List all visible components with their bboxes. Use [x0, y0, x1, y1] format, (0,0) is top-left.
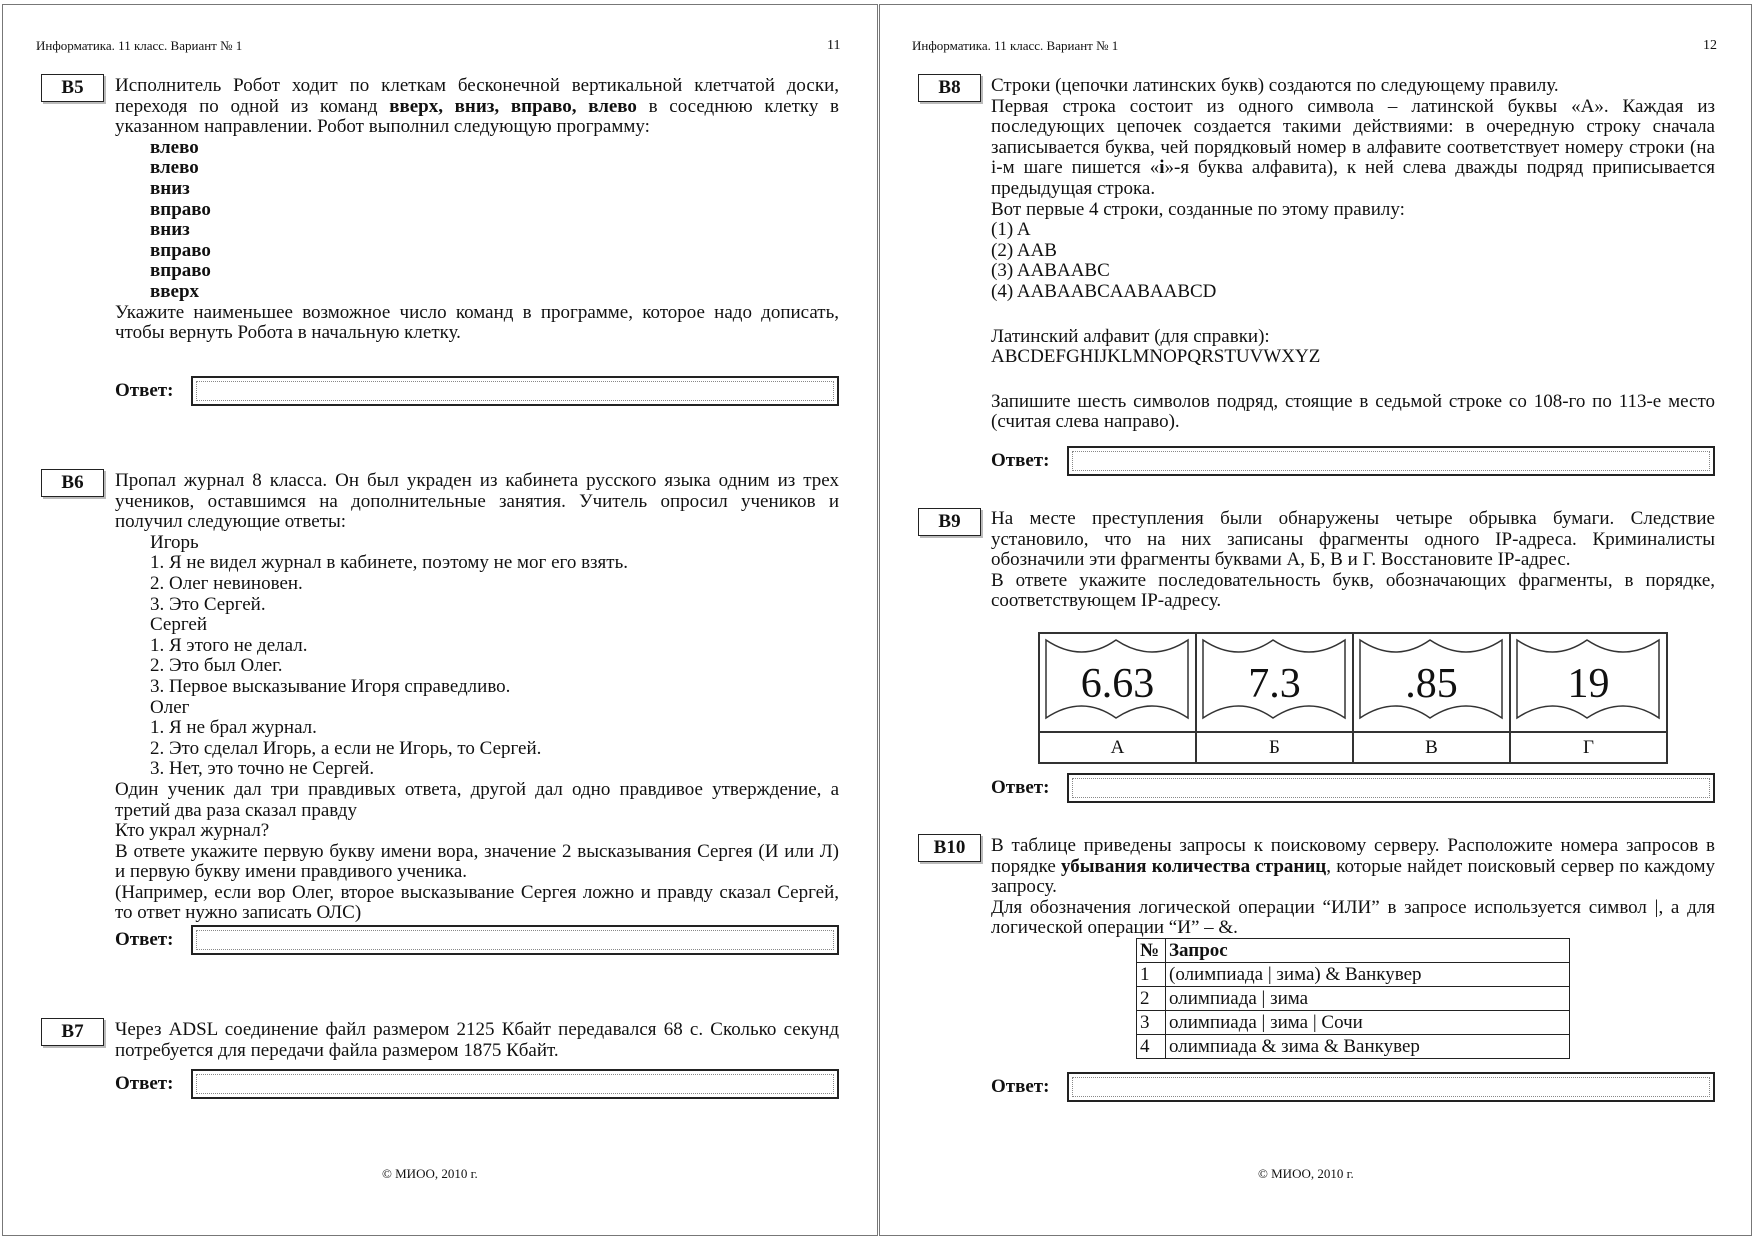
fragment-value: 19 [1567, 661, 1610, 707]
b5-question: Укажите наименьшее возможное число команд в программе, которое надо дописать, чтобы вернуть Робота в начальную клетку. [115, 301, 839, 344]
program-line: вниз [150, 177, 190, 199]
answer-row-b7 [115, 1069, 839, 1099]
fragment-value: .85 [1405, 661, 1458, 707]
b6-text: Кто украл журнал? [115, 820, 270, 842]
statement: 1. Я этого не делал. [150, 634, 308, 656]
statement: Игорь [150, 531, 199, 553]
ip-fragments-table [1038, 632, 1668, 764]
answer-label: Ответ: [991, 450, 1050, 471]
fragment-g [1510, 633, 1667, 732]
b5-text: Исполнитель Робот ходит по клеткам бесконечной вертикальной клетчатой доски, переходя по одной из команд [115, 75, 839, 117]
b8-text: Первая строка состоит из одного символа – латинской буквы «А». Каждая из последующих цепочек создается такими действиями: в очередную строку сначала записывается буква, чей порядковый номер в алфавите соответствует номеру строки (на i-м шаге пишется « [991, 95, 1715, 179]
fragment-letter: Б [1196, 732, 1353, 763]
answer-row-b5 [115, 376, 839, 406]
b8-text: Вот первые 4 строки, созданные по этому правилу: [991, 198, 1405, 220]
statement: Сергей [150, 614, 207, 636]
fragment-letter: Г [1510, 732, 1667, 763]
program-line: вниз [150, 219, 190, 241]
fragment-letter: В [1353, 732, 1510, 763]
answer-row-b9 [991, 773, 1715, 803]
answer-label: Ответ: [115, 1073, 174, 1094]
fragment-v [1353, 633, 1510, 732]
fragment-value: 7.3 [1248, 661, 1301, 707]
answer-row-b10 [991, 1072, 1715, 1102]
task-label-b5: B5 [41, 74, 104, 102]
b6-intro: Пропал журнал 8 класса. Он был украден из кабинета русского языка одним из трех учеников, оставшимся на дополнительные занятия. Учитель опросил учеников и получил следующие ответы: [115, 470, 839, 533]
b7-text: Через ADSL соединение файл размером 2125 Кбайт передавался 68 с. Сколько секунд потребуется для передачи файла размером 1875 Кбайт. [115, 1019, 839, 1061]
fragment-letter: А [1039, 732, 1196, 763]
b10-text: , которые найдет поисковый сервер по каждому запросу. [991, 855, 1715, 898]
program-line: вправо [150, 260, 211, 282]
task-b5 [115, 76, 839, 344]
answer-input-b6[interactable] [191, 925, 839, 955]
answer-input-b5[interactable] [191, 376, 839, 406]
cell-number: 3 [1137, 1011, 1166, 1035]
fragment-value: 6.63 [1080, 661, 1155, 707]
cell-query: олимпиада | зима [1166, 987, 1570, 1011]
task-b6 [115, 471, 839, 924]
statement: 1. Я не брал журнал. [150, 717, 317, 739]
table-row [1137, 963, 1570, 987]
program-line: вправо [150, 239, 211, 261]
task-label-b10: B10 [918, 834, 981, 862]
program-line: влево [150, 157, 199, 179]
b5-program [115, 138, 839, 303]
answer-input-b10[interactable] [1067, 1072, 1715, 1102]
page-footer: © МИОО, 2010 г. [382, 1166, 478, 1181]
page-header: Информатика. 11 класс. Вариант № 1 [36, 38, 243, 53]
answer-label: Ответ: [115, 929, 174, 950]
b8-text: Строки (цепочки латинских букв) создаются по следующему правилу. [991, 75, 1559, 96]
b6-text: Один ученик дал три правдивых ответа, другой дал одно правдивое утверждение, а третий два раза сказал правду [115, 778, 839, 821]
task-label-b6: B6 [41, 469, 104, 497]
statement: 3. Это Сергей. [150, 593, 266, 615]
program-line: вправо [150, 198, 211, 220]
b5-commands: вверх, вниз, вправо, влево [389, 95, 637, 117]
statement: 3. Нет, это точно не Сергей. [150, 758, 375, 780]
b10-text: Для обозначения логической операции “ИЛИ” в запросе используется символ |, а для логической операции “И” – &. [991, 896, 1715, 939]
cell-query: олимпиада & зима & Ванкувер [1166, 1035, 1570, 1059]
program-line: влево [150, 136, 199, 158]
statement: 2. Олег невиновен. [150, 572, 303, 594]
b6-statements [115, 533, 839, 780]
table-row [1137, 1011, 1570, 1035]
answer-label: Ответ: [991, 1076, 1050, 1097]
answer-row-b6 [115, 925, 839, 955]
task-label-b7: B7 [41, 1018, 104, 1046]
b9-text: В ответе укажите последовательность букв, обозначающих фрагменты, в порядке, соответствующем IP-адресу. [991, 569, 1715, 612]
task-b9 [991, 509, 1715, 612]
b8-question: Запишите шесть символов подряд, стоящие в седьмой строке со 108-го по 113-е место (считая слева направо). [991, 390, 1715, 433]
fragment-b [1196, 633, 1353, 732]
b6-text: (Например, если вор Олег, второе высказывание Сергея ложно и правду сказал Сергей, то ответ нужно записать ОЛС) [115, 881, 839, 924]
page-footer: © МИОО, 2010 г. [1258, 1166, 1354, 1181]
cell-number: 1 [1137, 963, 1166, 987]
statement: 3. Первое высказывание Игоря справедливо. [150, 675, 511, 697]
column-header: № [1137, 939, 1166, 963]
answer-label: Ответ: [115, 380, 174, 401]
cell-number: 4 [1137, 1035, 1166, 1059]
b5-text-after: в соседнюю клетку в указанном направлении. Робот выполнил следующую программу: [115, 95, 839, 138]
answer-input-b9[interactable] [1067, 773, 1715, 803]
b8-row: (3) AABAABC [991, 260, 1110, 282]
answer-input-b7[interactable] [191, 1069, 839, 1099]
b9-text: На месте преступления были обнаружены четыре обрывка бумаги. Следствие установило, что на них записаны фрагменты одного IP-адреса. Криминалисты обозначили эти фрагменты буквами А, Б, В и Г. Восстановите IP-адрес. [991, 508, 1715, 571]
fragment-a [1039, 633, 1196, 732]
task-b7 [115, 1020, 839, 1061]
b8-row: (1) A [991, 219, 1031, 241]
table-row [1137, 1035, 1570, 1059]
b10-bold: убывания количества страниц [1060, 855, 1327, 877]
task-b8 [991, 76, 1715, 433]
b8-alphabet: ABCDEFGHIJKLMNOPQRSTUVWXYZ [991, 346, 1321, 368]
page-number: 11 [827, 38, 841, 53]
b10-text: В таблице приведены запросы к поисковому серверу. Расположите номера запросов в порядке [991, 835, 1715, 877]
answer-input-b8[interactable] [1067, 446, 1715, 476]
b6-text: В ответе укажите первую букву имени вора, значение 2 высказывания Сергея (И или Л) и первую букву имени правдивого ученика. [115, 840, 839, 883]
program-line: вверх [150, 280, 200, 302]
answer-row-b8 [991, 446, 1715, 476]
cell-query: (олимпиада | зима) & Ванкувер [1166, 963, 1570, 987]
b8-row: (2) AAB [991, 239, 1057, 261]
b8-alpha-label: Латинский алфавит (для справки): [991, 325, 1270, 347]
queries-table [1136, 938, 1570, 1059]
column-header: Запрос [1166, 939, 1570, 963]
statement: 1. Я не видел журнал в кабинете, поэтому не мог его взять. [150, 552, 629, 574]
answer-label: Ответ: [991, 777, 1050, 798]
task-b10 [991, 836, 1715, 939]
cell-number: 2 [1137, 987, 1166, 1011]
table-row [1137, 987, 1570, 1011]
b8-text: »-я буква алфавита), к ней слева дважды подряд приписывается предыдущая строка. [991, 157, 1715, 199]
task-label-b9: B9 [918, 508, 981, 536]
statement: 2. Это был Олег. [150, 655, 283, 677]
task-label-b8: B8 [918, 74, 981, 102]
statement: 2. Это сделал Игорь, а если не Игорь, то Сергей. [150, 737, 542, 759]
b8-row: (4) AABAABCAABAABCD [991, 280, 1217, 302]
statement: Олег [150, 696, 190, 718]
page-header: Информатика. 11 класс. Вариант № 1 [912, 38, 1119, 53]
cell-query: олимпиада | зима | Сочи [1166, 1011, 1570, 1035]
page-number: 12 [1703, 38, 1717, 53]
b8-i: i [1159, 157, 1165, 179]
